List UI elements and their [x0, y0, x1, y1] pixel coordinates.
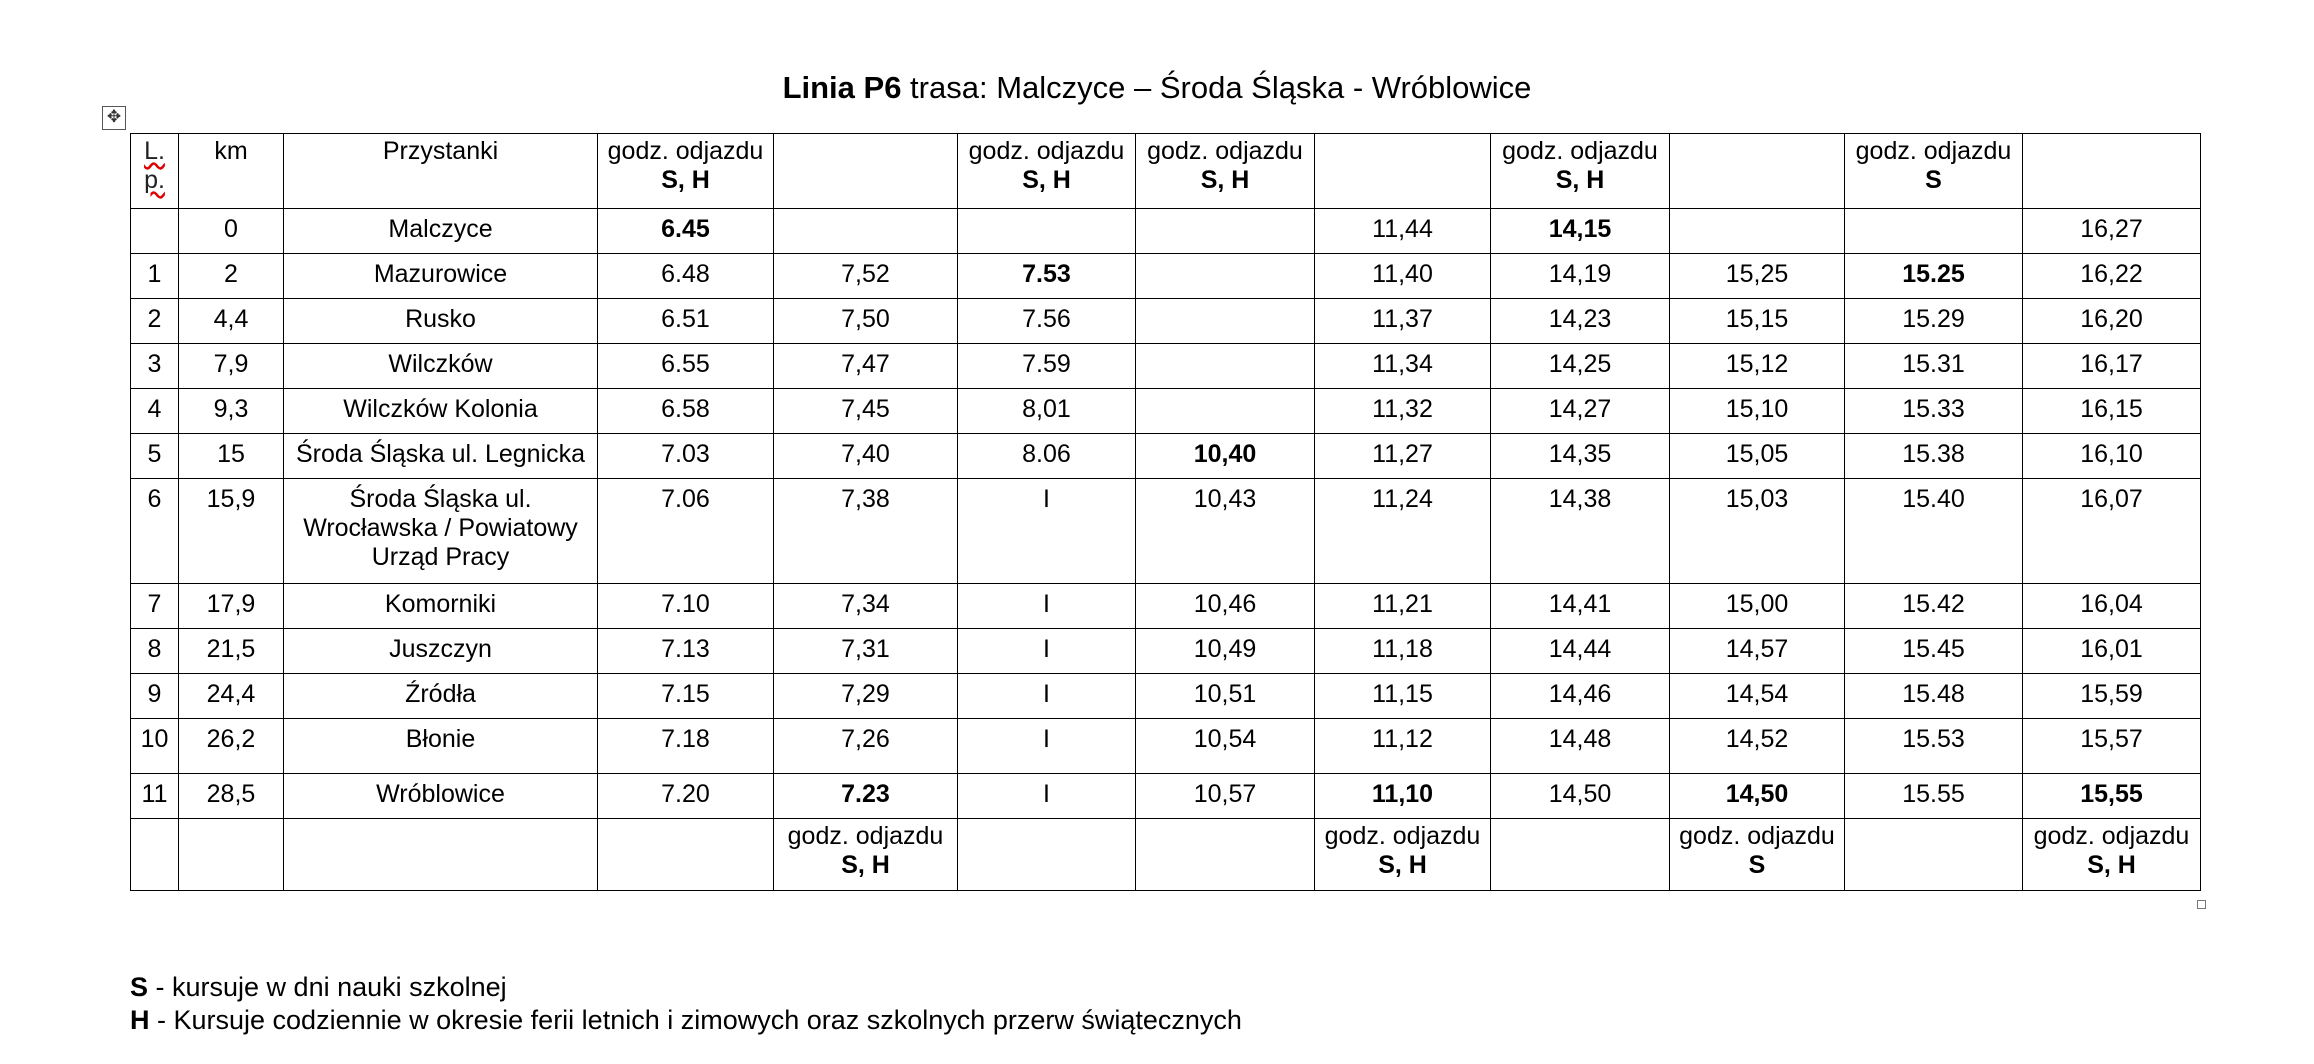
table-row — [131, 774, 2201, 819]
table-row — [131, 674, 2201, 719]
stop-name: Malczyce — [284, 209, 598, 254]
table-row — [131, 299, 2201, 344]
departure-time: 14,25 — [1491, 344, 1670, 389]
table-row — [131, 584, 2201, 629]
header-day-code: S, H — [661, 166, 710, 194]
row-number: 4 — [131, 389, 179, 434]
departure-time: 15.31 — [1845, 344, 2023, 389]
stop-name: Wilczków Kolonia — [284, 389, 598, 434]
departure-time: 14,35 — [1491, 434, 1670, 479]
footer-departure-8 — [2023, 819, 2201, 891]
departure-time: 11,21 — [1315, 584, 1491, 629]
departure-time: 14,15 — [1491, 209, 1670, 254]
departure-time: 14,50 — [1670, 774, 1845, 819]
row-number: 8 — [131, 629, 179, 674]
departure-time: 16,07 — [2023, 479, 2201, 584]
departure-time: 15.48 — [1845, 674, 2023, 719]
legend-item-h — [130, 1004, 1242, 1037]
departure-time: 16,20 — [2023, 299, 2201, 344]
legend-item-s — [130, 971, 1242, 1004]
departure-time: 11,18 — [1315, 629, 1491, 674]
header-day-code: S — [1748, 851, 1766, 879]
header-stops: Przystanki — [284, 134, 598, 209]
departure-time: 7,29 — [774, 674, 958, 719]
departure-time — [1136, 254, 1315, 299]
header-label: godz. odjazdu — [787, 822, 944, 850]
departure-time: 15.29 — [1845, 299, 2023, 344]
stop-name: Środa Śląska ul. Legnicka — [284, 434, 598, 479]
footer-departure-4 — [1315, 819, 1491, 891]
table-row — [131, 254, 2201, 299]
departure-time: 14,50 — [1491, 774, 1670, 819]
departure-time: I — [958, 479, 1136, 584]
departure-time: 10,43 — [1136, 479, 1315, 584]
departure-time: 16,15 — [2023, 389, 2201, 434]
departure-time — [1136, 389, 1315, 434]
departure-time: 11,24 — [1315, 479, 1491, 584]
departure-time: I — [958, 674, 1136, 719]
footer-empty — [179, 819, 284, 891]
departure-time: 7.53 — [958, 254, 1136, 299]
row-number: 9 — [131, 674, 179, 719]
row-number: 6 — [131, 479, 179, 584]
row-km: 2 — [179, 254, 284, 299]
departure-time: 11,10 — [1315, 774, 1491, 819]
row-number: 11 — [131, 774, 179, 819]
legend-text: - Kursuje codziennie w okresie ferii letnich i zimowych oraz szkolnych przerw świątecznych — [149, 1005, 1242, 1035]
departure-time: 11,44 — [1315, 209, 1491, 254]
header-departure-4 — [1315, 134, 1491, 209]
departure-time: 11,34 — [1315, 344, 1491, 389]
header-departure-8 — [2023, 134, 2201, 209]
table-header-row — [131, 134, 2201, 209]
legend-key: H — [130, 1005, 150, 1035]
departure-time: 10,57 — [1136, 774, 1315, 819]
stop-name: Juszczyn — [284, 629, 598, 674]
departure-time: 7.59 — [958, 344, 1136, 389]
stop-name: Komorniki — [284, 584, 598, 629]
departure-time: 6.58 — [598, 389, 774, 434]
departure-time: 15.45 — [1845, 629, 2023, 674]
legend — [130, 971, 1242, 1037]
header-label: godz. odjazdu — [968, 137, 1125, 165]
header-label: godz. odjazdu — [2033, 822, 2190, 850]
legend-key: S — [130, 972, 149, 1002]
table-row — [131, 479, 2201, 584]
departure-time: 15,55 — [2023, 774, 2201, 819]
header-day-code: S, H — [1022, 166, 1071, 194]
header-day-code: S, H — [1378, 851, 1427, 879]
header-departure-7 — [1845, 134, 2023, 209]
departure-time: 6.51 — [598, 299, 774, 344]
header-day-code: S, H — [2087, 851, 2136, 879]
departure-time: 11,15 — [1315, 674, 1491, 719]
departure-time: 7.23 — [774, 774, 958, 819]
footer-departure-6 — [1670, 819, 1845, 891]
departure-time: 15,59 — [2023, 674, 2201, 719]
row-km: 24,4 — [179, 674, 284, 719]
departure-time: 14,41 — [1491, 584, 1670, 629]
departure-time: 14,57 — [1670, 629, 1845, 674]
header-km: km — [179, 134, 284, 209]
header-day-code: S — [1925, 166, 1942, 194]
departure-time: I — [958, 774, 1136, 819]
departure-time: 15,12 — [1670, 344, 1845, 389]
departure-time: 15,00 — [1670, 584, 1845, 629]
stop-name: Wilczków — [284, 344, 598, 389]
departure-time: 11,12 — [1315, 719, 1491, 774]
table-footer-row — [131, 819, 2201, 891]
row-km: 17,9 — [179, 584, 284, 629]
departure-time — [1670, 209, 1845, 254]
row-km: 9,3 — [179, 389, 284, 434]
departure-time: 15.33 — [1845, 389, 2023, 434]
header-label: godz. odjazdu — [1855, 137, 2012, 165]
departure-time: 15,57 — [2023, 719, 2201, 774]
row-km: 28,5 — [179, 774, 284, 819]
table-row — [131, 719, 2201, 774]
header-label: godz. odjazdu — [1324, 822, 1481, 850]
departure-time: 15,15 — [1670, 299, 1845, 344]
row-km: 0 — [179, 209, 284, 254]
departure-time — [774, 209, 958, 254]
row-number: 10 — [131, 719, 179, 774]
header-departure-0 — [598, 134, 774, 209]
table-row — [131, 344, 2201, 389]
departure-time: 14,19 — [1491, 254, 1670, 299]
departure-time — [1136, 209, 1315, 254]
departure-time: 7,26 — [774, 719, 958, 774]
departure-time: 7.20 — [598, 774, 774, 819]
departure-time: 6.48 — [598, 254, 774, 299]
stop-name: Mazurowice — [284, 254, 598, 299]
header-day-code: S, H — [1200, 166, 1250, 194]
departure-time: 14,48 — [1491, 719, 1670, 774]
legend-text: - kursuje w dni nauki szkolnej — [148, 972, 507, 1002]
footer-departure-1 — [774, 819, 958, 891]
row-km: 15 — [179, 434, 284, 479]
departure-time: 7,38 — [774, 479, 958, 584]
row-number: 1 — [131, 254, 179, 299]
departure-time: 7,52 — [774, 254, 958, 299]
header-departure-2 — [958, 134, 1136, 209]
move-arrows-icon[interactable]: ✥ — [102, 106, 126, 130]
departure-time: 10,49 — [1136, 629, 1315, 674]
header-label: godz. odjazdu — [607, 137, 764, 165]
departure-time: 14,52 — [1670, 719, 1845, 774]
departure-time: I — [958, 629, 1136, 674]
row-number — [131, 209, 179, 254]
departure-time: 7,47 — [774, 344, 958, 389]
departure-time: 7,34 — [774, 584, 958, 629]
footer-departure-3 — [1136, 819, 1315, 891]
stop-name: Wróblowice — [284, 774, 598, 819]
timetable — [130, 133, 2201, 891]
departure-time: 6.45 — [598, 209, 774, 254]
header-departure-5 — [1491, 134, 1670, 209]
header-departure-6 — [1670, 134, 1845, 209]
departure-time: 16,17 — [2023, 344, 2201, 389]
stop-name: Środa Śląska ul. Wrocławska / Powiatowy Urząd Pracy — [284, 479, 598, 584]
stop-name: Błonie — [284, 719, 598, 774]
footer-departure-5 — [1491, 819, 1670, 891]
header-label: godz. odjazdu — [1147, 137, 1303, 165]
departure-time: 16,22 — [2023, 254, 2201, 299]
stop-name: Źródła — [284, 674, 598, 719]
departure-time — [1845, 209, 2023, 254]
departure-time: 15.53 — [1845, 719, 2023, 774]
table-row — [131, 389, 2201, 434]
departure-time: 14,27 — [1491, 389, 1670, 434]
departure-time: 7.18 — [598, 719, 774, 774]
departure-time: 15,25 — [1670, 254, 1845, 299]
table-row — [131, 434, 2201, 479]
footer-departure-0 — [598, 819, 774, 891]
departure-time: 15,05 — [1670, 434, 1845, 479]
departure-time: 7.15 — [598, 674, 774, 719]
resize-square-icon[interactable] — [2197, 900, 2206, 909]
header-departure-3 — [1136, 134, 1315, 209]
departure-time: 7.06 — [598, 479, 774, 584]
row-number: 3 — [131, 344, 179, 389]
row-km: 26,2 — [179, 719, 284, 774]
departure-time: 7,40 — [774, 434, 958, 479]
departure-time: 14,46 — [1491, 674, 1670, 719]
departure-time: 11,27 — [1315, 434, 1491, 479]
departure-time: 14,38 — [1491, 479, 1670, 584]
row-number: 5 — [131, 434, 179, 479]
departure-time: 14,54 — [1670, 674, 1845, 719]
departure-time — [1136, 344, 1315, 389]
departure-time: 8,01 — [958, 389, 1136, 434]
departure-time: 16,27 — [2023, 209, 2201, 254]
header-day-code: S, H — [1555, 166, 1605, 194]
departure-time: 14,44 — [1491, 629, 1670, 674]
departure-time: 8.06 — [958, 434, 1136, 479]
footer-empty — [131, 819, 179, 891]
departure-time: 11,40 — [1315, 254, 1491, 299]
departure-time: 7,50 — [774, 299, 958, 344]
footer-empty — [284, 819, 598, 891]
row-number: 2 — [131, 299, 179, 344]
table-row — [131, 629, 2201, 674]
line-name: Linia P6 — [782, 70, 902, 105]
header-departure-1 — [774, 134, 958, 209]
departure-time: 7.03 — [598, 434, 774, 479]
row-km: 4,4 — [179, 299, 284, 344]
departure-time: 7.13 — [598, 629, 774, 674]
departure-time: 7,45 — [774, 389, 958, 434]
departure-time: 10,40 — [1136, 434, 1315, 479]
departure-time: 11,32 — [1315, 389, 1491, 434]
page-title — [0, 70, 2314, 106]
departure-time: I — [958, 719, 1136, 774]
row-km: 15,9 — [179, 479, 284, 584]
departure-time: 15.25 — [1845, 254, 2023, 299]
departure-time: 6.55 — [598, 344, 774, 389]
header-lp: L. p. — [131, 134, 179, 209]
departure-time: 15,03 — [1670, 479, 1845, 584]
row-km: 21,5 — [179, 629, 284, 674]
footer-departure-7 — [1845, 819, 2023, 891]
row-number: 7 — [131, 584, 179, 629]
departure-time: 7,31 — [774, 629, 958, 674]
departure-time: 16,10 — [2023, 434, 2201, 479]
departure-time: 7.56 — [958, 299, 1136, 344]
table-row — [131, 209, 2201, 254]
header-day-code: S, H — [841, 851, 890, 879]
stop-name: Rusko — [284, 299, 598, 344]
route-description: trasa: Malczyce – Środa Śląska - Wróblowice — [901, 70, 1532, 105]
departure-time: 16,01 — [2023, 629, 2201, 674]
departure-time — [958, 209, 1136, 254]
departure-time: 15.42 — [1845, 584, 2023, 629]
departure-time: 15.38 — [1845, 434, 2023, 479]
departure-time: 15.55 — [1845, 774, 2023, 819]
departure-time: 11,37 — [1315, 299, 1491, 344]
departure-time — [1136, 299, 1315, 344]
header-label: godz. odjazdu — [1502, 137, 1658, 165]
departure-time: 10,51 — [1136, 674, 1315, 719]
row-km: 7,9 — [179, 344, 284, 389]
departure-time: 15.40 — [1845, 479, 2023, 584]
departure-time: 7.10 — [598, 584, 774, 629]
departure-time: 10,54 — [1136, 719, 1315, 774]
departure-time: 14,23 — [1491, 299, 1670, 344]
departure-time: I — [958, 584, 1136, 629]
header-label: godz. odjazdu — [1679, 822, 1835, 850]
departure-time: 16,04 — [2023, 584, 2201, 629]
departure-time: 15,10 — [1670, 389, 1845, 434]
footer-departure-2 — [958, 819, 1136, 891]
departure-time: 10,46 — [1136, 584, 1315, 629]
